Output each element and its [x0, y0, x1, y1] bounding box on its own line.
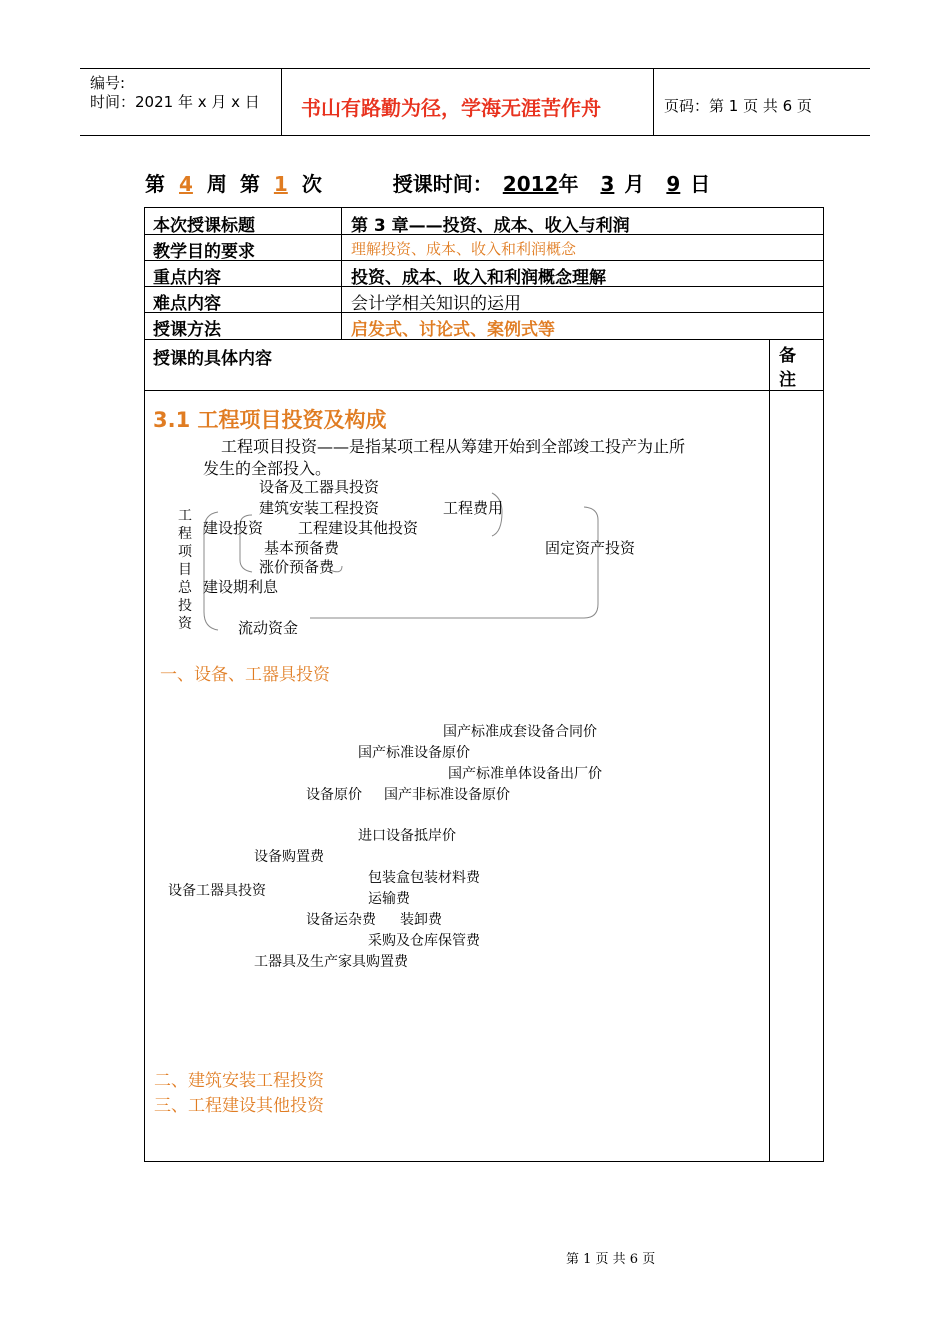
tree-basic-reserve: 基本预备费	[264, 539, 340, 557]
eq-domestic-std: 国产标准设备原价	[358, 745, 470, 761]
week-text: 周	[206, 172, 227, 196]
week-text: 年	[558, 172, 579, 196]
subsection-title: 三、工程建设其他投资	[154, 1096, 324, 1116]
row-label: 难点内容	[153, 294, 221, 314]
eq-transport: 运输费	[368, 891, 410, 907]
lesson-count: 1	[273, 172, 288, 196]
section-intro: 工程项目投资——是指某项工程从筹建开始到全部竣工投产为止所	[221, 437, 686, 456]
row-value: 第 3 章——投资、成本、收入与利润	[351, 216, 630, 236]
section-intro: 发生的全部投入。	[203, 459, 332, 478]
tree-engineering-cost: 工程费用	[443, 499, 504, 517]
eq-original-price: 设备原价	[306, 787, 362, 803]
lesson-time-label: 授课时间：	[392, 172, 493, 196]
eq-domestic-set: 国产标准成套设备合同价	[443, 724, 597, 740]
eq-domestic-nonstd: 国产非标准设备原价	[384, 787, 510, 803]
header-motto: 书山有路勤为径，学海无涯苦作舟	[301, 96, 601, 120]
eq-root: 设备工器具投资	[168, 883, 266, 899]
eq-purchase-cost: 设备购置费	[254, 849, 324, 865]
header-number-label: 编号:	[90, 74, 126, 92]
eq-loading: 装卸费	[400, 912, 442, 928]
eq-tools: 工器具及生产家具购置费	[254, 954, 408, 970]
eq-packing: 包装盒包装材料费	[368, 870, 480, 886]
lesson-year: 2012	[502, 172, 559, 196]
subsection-title: 一、设备、工器具投资	[160, 665, 330, 685]
lesson-day: 9	[666, 172, 681, 196]
page-footer: 第 1 页 共 6 页	[566, 1252, 656, 1267]
tree-price-reserve: 涨价预备费	[259, 558, 335, 576]
tree-construction-investment: 建设投资	[203, 519, 264, 537]
subsection-title: 二、建筑安装工程投资	[154, 1071, 324, 1091]
week-text: 第	[145, 172, 165, 196]
tree-building-investment: 建筑安装工程投资	[259, 499, 380, 517]
week-text: 日	[690, 172, 711, 196]
row-value: 启发式、讨论式、案例式等	[351, 320, 555, 340]
tree-working-capital: 流动资金	[238, 619, 299, 637]
row-label: 本次授课标题	[153, 216, 255, 236]
week-text: 次	[301, 172, 322, 196]
week-text: 月	[624, 172, 645, 196]
tree-fixed-asset: 固定资产投资	[545, 539, 636, 557]
content-header-label: 授课的具体内容	[153, 349, 272, 369]
tree-interest: 建设期利息	[203, 578, 279, 596]
tree-equip-investment: 设备及工器具投资	[259, 478, 380, 496]
remark-header: 备 注	[779, 346, 796, 390]
eq-import-price: 进口设备抵岸价	[358, 828, 456, 844]
eq-misc: 设备运杂费	[306, 912, 376, 928]
section-title: 3.1 工程项目投资及构成	[153, 408, 387, 432]
row-value: 会计学相关知识的运用	[351, 294, 521, 314]
row-value: 理解投资、成本、收入和利润概念	[351, 240, 577, 258]
header-time-label: 时间：2021 年 x 月 x 日	[90, 93, 260, 111]
lesson-month: 3	[600, 172, 615, 196]
week-number: 4	[179, 172, 193, 196]
row-label: 授课方法	[153, 320, 221, 340]
row-value: 投资、成本、收入和利润概念理解	[351, 268, 606, 288]
tree-other-investment: 工程建设其他投资	[298, 519, 419, 537]
tree-root-total-investment: 工 程 项 目 总 投 资	[178, 508, 192, 632]
eq-storage: 采购及仓库保管费	[368, 933, 480, 949]
eq-domestic-single: 国产标准单体设备出厂价	[448, 766, 602, 782]
week-text: 第	[239, 172, 260, 196]
header-page-label: 页码：第 1 页 共 6 页	[664, 97, 812, 115]
row-label: 教学目的要求	[153, 242, 255, 262]
row-label: 重点内容	[153, 268, 221, 288]
